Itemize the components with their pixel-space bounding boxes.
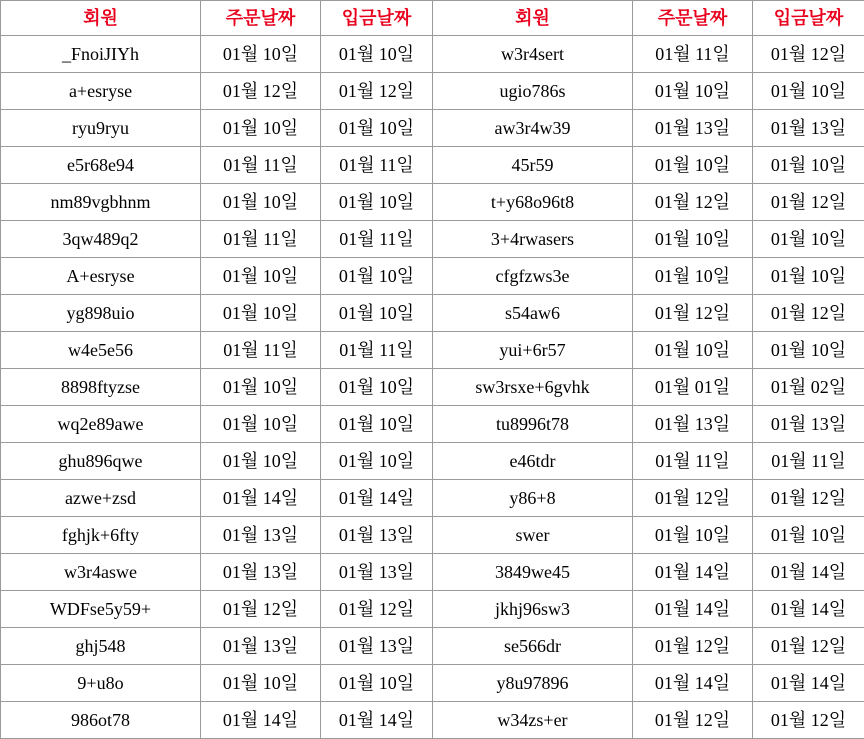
member-cell: fghjk+6fty [1,517,201,554]
order-date-cell: 01월 10일 [633,258,753,295]
payment-date-cell: 01월 12일 [321,591,433,628]
payment-date-cell: 01월 13일 [321,517,433,554]
member-cell: 3849we45 [433,554,633,591]
payment-date-cell: 01월 12일 [753,480,864,517]
order-date-cell: 01월 10일 [633,332,753,369]
order-date-cell: 01월 10일 [633,221,753,258]
order-date-cell: 01월 11일 [201,147,321,184]
member-cell: 3qw489q2 [1,221,201,258]
order-date-cell: 01월 14일 [633,591,753,628]
order-date-cell: 01월 13일 [201,554,321,591]
member-cell: a+esryse [1,73,201,110]
payment-date-cell: 01월 12일 [753,628,864,665]
member-cell: ryu9ryu [1,110,201,147]
member-cell: yui+6r57 [433,332,633,369]
table-row [1,258,864,295]
order-date-cell: 01월 11일 [633,443,753,480]
order-date-cell: 01월 10일 [201,369,321,406]
table-row [1,591,864,628]
column-header-order-date-2: 주문날짜 [633,1,753,36]
member-cell: 9+u8o [1,665,201,702]
payment-date-cell: 01월 10일 [753,221,864,258]
order-date-cell: 01월 11일 [201,221,321,258]
payment-date-cell: 01월 10일 [321,110,433,147]
order-date-cell: 01월 13일 [201,628,321,665]
payment-date-cell: 01월 10일 [321,665,433,702]
table-row [1,332,864,369]
order-date-cell: 01월 14일 [633,554,753,591]
table-body [1,36,864,739]
order-date-cell: 01월 11일 [201,332,321,369]
payment-date-cell: 01월 10일 [753,147,864,184]
payment-date-cell: 01월 13일 [321,628,433,665]
member-cell: swer [433,517,633,554]
payment-date-cell: 01월 12일 [753,36,864,73]
member-cell: e5r68e94 [1,147,201,184]
order-date-cell: 01월 13일 [201,517,321,554]
table-row [1,554,864,591]
order-date-cell: 01월 10일 [201,295,321,332]
payment-date-cell: 01월 12일 [753,295,864,332]
member-cell: cfgfzws3e [433,258,633,295]
member-cell: y8u97896 [433,665,633,702]
order-date-cell: 01월 12일 [633,628,753,665]
member-cell: w4e5e56 [1,332,201,369]
member-cell: ghj548 [1,628,201,665]
member-cell: tu8996t78 [433,406,633,443]
payment-date-cell: 01월 11일 [321,221,433,258]
member-cell: WDFse5y59+ [1,591,201,628]
table-row [1,73,864,110]
order-date-cell: 01월 01일 [633,369,753,406]
table-header-row [1,1,864,36]
order-date-cell: 01월 13일 [633,406,753,443]
order-date-cell: 01월 12일 [201,73,321,110]
payment-date-cell: 01월 10일 [753,517,864,554]
table-row [1,628,864,665]
member-cell: t+y68o96t8 [433,184,633,221]
member-cell: se566dr [433,628,633,665]
member-cell: yg898uio [1,295,201,332]
member-cell: sw3rsxe+6gvhk [433,369,633,406]
payment-date-cell: 01월 13일 [753,110,864,147]
member-cell: 8898ftyzse [1,369,201,406]
order-date-cell: 01월 14일 [201,702,321,739]
payment-date-cell: 01월 10일 [321,443,433,480]
order-date-cell: 01월 10일 [201,406,321,443]
payment-date-cell: 01월 11일 [321,332,433,369]
order-date-cell: 01월 12일 [633,184,753,221]
order-date-cell: 01월 10일 [633,73,753,110]
table-row [1,702,864,739]
order-date-cell: 01월 10일 [633,147,753,184]
order-date-cell: 01월 11일 [633,36,753,73]
payment-date-cell: 01월 13일 [753,406,864,443]
order-date-cell: 01월 12일 [633,295,753,332]
payment-date-cell: 01월 02일 [753,369,864,406]
order-date-cell: 01월 12일 [633,480,753,517]
member-cell: 45r59 [433,147,633,184]
member-cell: ugio786s [433,73,633,110]
table-row [1,517,864,554]
member-cell: w3r4sert [433,36,633,73]
member-cell: aw3r4w39 [433,110,633,147]
payment-date-cell: 01월 13일 [321,554,433,591]
payment-date-cell: 01월 10일 [753,258,864,295]
member-cell: w34zs+er [433,702,633,739]
payment-date-cell: 01월 10일 [321,184,433,221]
member-cell: wq2e89awe [1,406,201,443]
table-row [1,480,864,517]
order-date-cell: 01월 10일 [201,665,321,702]
order-date-cell: 01월 10일 [201,443,321,480]
payment-date-cell: 01월 11일 [753,443,864,480]
order-date-cell: 01월 10일 [201,110,321,147]
order-date-cell: 01월 13일 [633,110,753,147]
payment-date-cell: 01월 14일 [753,591,864,628]
column-header-member-2: 회원 [433,1,633,36]
payment-date-cell: 01월 11일 [321,147,433,184]
column-header-payment-date-1: 입금날짜 [321,1,433,36]
payment-date-cell: 01월 10일 [321,406,433,443]
member-cell: 3+4rwasers [433,221,633,258]
member-cell: 986ot78 [1,702,201,739]
payment-date-cell: 01월 12일 [321,73,433,110]
order-date-cell: 01월 10일 [201,36,321,73]
table-row [1,110,864,147]
member-cell: nm89vgbhnm [1,184,201,221]
table-row [1,36,864,73]
member-cell: azwe+zsd [1,480,201,517]
table-row [1,295,864,332]
payment-date-cell: 01월 10일 [321,258,433,295]
payment-date-cell: 01월 14일 [321,702,433,739]
table-row [1,406,864,443]
payment-date-cell: 01월 10일 [321,36,433,73]
column-header-member-1: 회원 [1,1,201,36]
order-date-cell: 01월 10일 [633,517,753,554]
member-cell: y86+8 [433,480,633,517]
payment-date-cell: 01월 10일 [753,73,864,110]
table-row [1,221,864,258]
payment-date-cell: 01월 12일 [753,702,864,739]
member-cell: ghu896qwe [1,443,201,480]
table-row [1,369,864,406]
order-date-cell: 01월 12일 [633,702,753,739]
member-cell: s54aw6 [433,295,633,332]
table-header [1,1,864,36]
payment-date-cell: 01월 10일 [753,332,864,369]
table-row [1,147,864,184]
member-cell: e46tdr [433,443,633,480]
column-header-payment-date-2: 입금날짜 [753,1,864,36]
member-cell: A+esryse [1,258,201,295]
table-row [1,443,864,480]
member-cell: _FnoiJIYh [1,36,201,73]
table-row [1,665,864,702]
payment-date-cell: 01월 14일 [321,480,433,517]
order-date-cell: 01월 14일 [633,665,753,702]
table-row [1,184,864,221]
payment-date-cell: 01월 12일 [753,184,864,221]
member-cell: w3r4aswe [1,554,201,591]
order-date-cell: 01월 10일 [201,184,321,221]
payment-date-cell: 01월 14일 [753,554,864,591]
payment-date-cell: 01월 14일 [753,665,864,702]
member-cell: jkhj96sw3 [433,591,633,628]
order-date-cell: 01월 10일 [201,258,321,295]
payment-date-cell: 01월 10일 [321,369,433,406]
column-header-order-date-1: 주문날짜 [201,1,321,36]
order-date-cell: 01월 14일 [201,480,321,517]
order-date-cell: 01월 12일 [201,591,321,628]
payment-date-cell: 01월 10일 [321,295,433,332]
